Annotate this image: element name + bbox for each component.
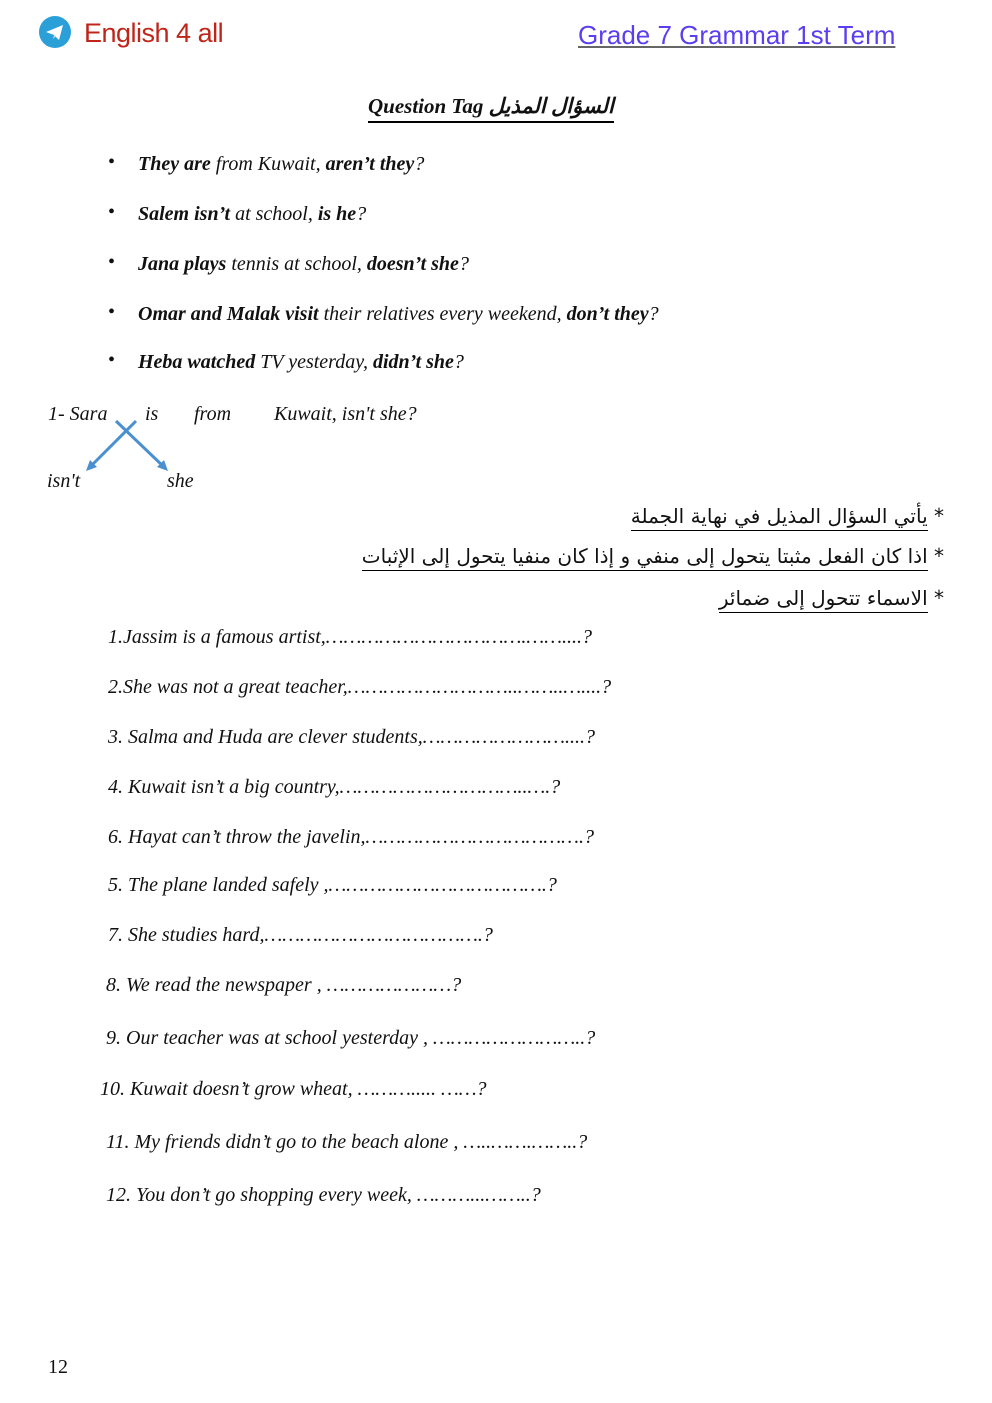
exercise-item: 1.Jassim is a famous artist,…………………………….……....?	[108, 626, 592, 648]
example-text	[138, 303, 659, 325]
example-segment: their relatives every weekend,	[318, 303, 567, 325]
example-segment: TV yesterday,	[255, 351, 373, 373]
example-segment: Heba watched	[138, 351, 256, 373]
example-segment: Omar and Malak visit	[138, 303, 319, 325]
example-text	[138, 253, 469, 275]
header-title: Grade 7 Grammar 1st Term	[578, 20, 896, 50]
diagram-word-from: from	[194, 403, 232, 425]
exercise-item: 11. My friends didn’t go to the beach alone , …..…….……..?	[106, 1131, 588, 1153]
swap-arrows-icon	[80, 415, 180, 475]
example-text	[138, 153, 424, 175]
example-text	[138, 203, 366, 225]
exercise-item: 12. You don’t go shopping every week, ………...……..?	[106, 1184, 541, 1206]
example-segment: tennis at school,	[226, 253, 367, 275]
exercise-item: 10. Kuwait doesn’t grow wheat, ………..... ……?	[100, 1078, 487, 1100]
rule-3: * الاسماء تتحول إلى ضمائر	[719, 586, 944, 610]
example-bullet	[108, 253, 469, 276]
exercise-item: 8. We read the newspaper , …………………?	[106, 974, 462, 996]
example-segment: ?	[453, 351, 464, 373]
example-segment: didn’t she	[372, 351, 454, 373]
bullet-icon: •	[108, 251, 116, 273]
exercise-item: 5. The plane landed safely ,……………………………….?	[108, 874, 557, 896]
brand-name: English 4 all	[84, 18, 224, 48]
bullet-icon: •	[108, 301, 116, 323]
example-bullet	[108, 153, 424, 176]
example-segment: from Kuwait,	[210, 153, 326, 175]
diagram-word-sara: 1- Sara	[48, 403, 108, 425]
example-bullet	[108, 303, 659, 326]
page-title: Question Tag السؤال المذيل	[368, 94, 614, 123]
diagram-word-she: she	[167, 470, 194, 492]
rule-2: * اذا كان الفعل مثبتا يتحول إلى منفي و إذا كان منفيا يتحول إلى الإثبات	[362, 544, 944, 568]
example-segment: Jana plays	[138, 253, 227, 275]
telegram-icon	[39, 16, 71, 48]
diagram-word-rest: Kuwait, isn't she?	[274, 403, 417, 425]
example-segment: don’t they	[566, 303, 649, 325]
example-segment: ?	[648, 303, 659, 325]
example-segment: ?	[414, 153, 425, 175]
diagram-word-isnt: isn't	[47, 470, 81, 492]
example-segment: ?	[356, 203, 367, 225]
example-segment: doesn’t she	[366, 253, 459, 275]
example-bullet	[108, 203, 366, 226]
example-segment: Salem isn’t	[138, 203, 231, 225]
exercise-item: 9. Our teacher was at school yesterday , ……………………..?	[106, 1027, 596, 1049]
example-segment: ?	[458, 253, 469, 275]
example-segment: They are	[138, 153, 211, 175]
page-number: 12	[48, 1356, 68, 1378]
bullet-icon: •	[108, 151, 116, 173]
bullet-icon: •	[108, 349, 116, 371]
example-segment: aren’t they	[325, 153, 415, 175]
example-segment: at school,	[230, 203, 318, 225]
rule-1: * يأتي السؤال المذيل في نهاية الجملة	[631, 504, 944, 528]
exercise-item: 2.She was not a great teacher,………………………..……..…....?	[108, 676, 612, 698]
example-segment: is he	[317, 203, 357, 225]
exercise-item: 3. Salma and Huda are clever students,……………………....?	[108, 726, 596, 748]
exercise-item: 6. Hayat can’t throw the javelin,……………………………….?	[108, 826, 594, 848]
example-text	[138, 351, 464, 373]
exercise-item: 7. She studies hard,……………………………….?	[108, 924, 493, 946]
example-bullet	[108, 351, 464, 374]
exercise-item: 4. Kuwait isn’t a big country,…………………………..….?	[108, 776, 561, 798]
bullet-icon: •	[108, 201, 116, 223]
diagram-word-is: is	[145, 403, 159, 425]
